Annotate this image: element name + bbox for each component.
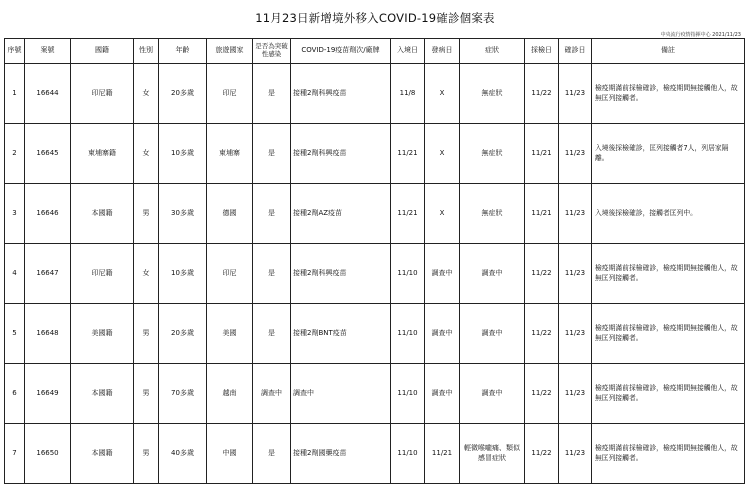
- cell-travel-country: 美國: [207, 304, 253, 364]
- cell-confirm-date: 11/23: [559, 64, 592, 124]
- cell-age: 20多歲: [159, 64, 207, 124]
- cell-nationality: 柬埔寨籍: [71, 124, 134, 184]
- cell-breakthrough: 是: [253, 184, 291, 244]
- source-note: 中央流行疫情指揮中心 2021/11/23: [660, 32, 741, 38]
- cell-case-no: 16645: [25, 124, 71, 184]
- cell-vaccine: 接種2劑國藥疫苗: [291, 424, 391, 484]
- cell-case-no: 16644: [25, 64, 71, 124]
- cell-nationality: 本國籍: [71, 184, 134, 244]
- cell-seq: 6: [5, 364, 25, 424]
- table-header-row: [5, 39, 745, 64]
- cell-seq: 1: [5, 64, 25, 124]
- cell-symptoms: 無症狀: [460, 64, 525, 124]
- cell-seq: 3: [5, 184, 25, 244]
- cell-entry-date: 11/10: [391, 364, 425, 424]
- cell-onset-date: X: [425, 184, 460, 244]
- cell-confirm-date: 11/23: [559, 124, 592, 184]
- cell-age: 70多歲: [159, 364, 207, 424]
- header-confirm-date: 確診日: [559, 39, 592, 64]
- header-sex: 性別: [134, 39, 159, 64]
- cell-remarks: 檢疫期滿前採檢確診，檢疫期間無接觸他人，故無匡列接觸者。: [592, 244, 745, 304]
- case-table: [4, 38, 745, 484]
- cell-case-no: 16650: [25, 424, 71, 484]
- cell-vaccine: 接種2劑科興疫苗: [291, 124, 391, 184]
- table-row: [5, 64, 745, 124]
- cell-travel-country: 越南: [207, 364, 253, 424]
- cell-seq: 2: [5, 124, 25, 184]
- cell-sex: 女: [134, 244, 159, 304]
- cell-age: 20多歲: [159, 304, 207, 364]
- cell-onset-date: X: [425, 64, 460, 124]
- cell-entry-date: 11/21: [391, 184, 425, 244]
- header-nationality: 國籍: [71, 39, 134, 64]
- cell-travel-country: 中國: [207, 424, 253, 484]
- cell-nationality: 美國籍: [71, 304, 134, 364]
- cell-travel-country: 德國: [207, 184, 253, 244]
- cell-breakthrough: 是: [253, 304, 291, 364]
- cell-onset-date: 調查中: [425, 304, 460, 364]
- header-onset-date: 發病日: [425, 39, 460, 64]
- cell-vaccine: 接種2劑科興疫苗: [291, 244, 391, 304]
- cell-vaccine: 調查中: [291, 364, 391, 424]
- cell-travel-country: 柬埔寨: [207, 124, 253, 184]
- cell-case-no: 16647: [25, 244, 71, 304]
- cell-sex: 男: [134, 304, 159, 364]
- cell-travel-country: 印尼: [207, 244, 253, 304]
- header-vaccine: COVID-19疫苗劑次/廠牌: [291, 39, 391, 64]
- cell-test-date: 11/21: [525, 124, 559, 184]
- cell-test-date: 11/22: [525, 364, 559, 424]
- cell-confirm-date: 11/23: [559, 244, 592, 304]
- cell-remarks: 檢疫期滿前採檢確診，檢疫期間無接觸他人，故無匡列接觸者。: [592, 64, 745, 124]
- table-row: [5, 304, 745, 364]
- cell-breakthrough: 是: [253, 424, 291, 484]
- cell-nationality: 本國籍: [71, 364, 134, 424]
- cell-confirm-date: 11/23: [559, 364, 592, 424]
- cell-remarks: 檢疫期滿前採檢確診，檢疫期間無接觸他人，故無匡列接觸者。: [592, 364, 745, 424]
- cell-sex: 女: [134, 124, 159, 184]
- cell-test-date: 11/22: [525, 304, 559, 364]
- table-row: [5, 424, 745, 484]
- header-remarks: 備註: [592, 39, 745, 64]
- cell-symptoms: 輕微喉嚨痛、類似感冒症狀: [460, 424, 525, 484]
- cell-sex: 女: [134, 64, 159, 124]
- cell-entry-date: 11/21: [391, 124, 425, 184]
- cell-remarks: 入境後採檢確診，接觸者匡列中。: [592, 184, 745, 244]
- page-title: 11月23日新增境外移入COVID-19確診個案表: [255, 11, 495, 25]
- cell-seq: 5: [5, 304, 25, 364]
- header-travel-country: 旅遊國家: [207, 39, 253, 64]
- cell-confirm-date: 11/23: [559, 184, 592, 244]
- cell-nationality: 印尼籍: [71, 244, 134, 304]
- cell-symptoms: 調查中: [460, 364, 525, 424]
- cell-entry-date: 11/10: [391, 244, 425, 304]
- table-body: [5, 64, 745, 484]
- cell-symptoms: 調查中: [460, 304, 525, 364]
- header-breakthrough: 是否為突破性感染: [253, 39, 291, 64]
- cell-symptoms: 無症狀: [460, 124, 525, 184]
- cell-vaccine: 接種2劑BNT疫苗: [291, 304, 391, 364]
- cell-symptoms: 無症狀: [460, 184, 525, 244]
- cell-sex: 男: [134, 424, 159, 484]
- cell-seq: 7: [5, 424, 25, 484]
- cell-nationality: 印尼籍: [71, 64, 134, 124]
- header-entry-date: 入境日: [391, 39, 425, 64]
- cell-test-date: 11/22: [525, 244, 559, 304]
- header-symptoms: 症狀: [460, 39, 525, 64]
- cell-case-no: 16649: [25, 364, 71, 424]
- cell-case-no: 16648: [25, 304, 71, 364]
- table-row: [5, 184, 745, 244]
- cell-vaccine: 接種2劑科興疫苗: [291, 64, 391, 124]
- cell-seq: 4: [5, 244, 25, 304]
- header-test-date: 採檢日: [525, 39, 559, 64]
- table-row: [5, 364, 745, 424]
- cell-sex: 男: [134, 364, 159, 424]
- cell-travel-country: 印尼: [207, 64, 253, 124]
- cell-remarks: 入境後採檢確診，匡列接觸者7人，列居家隔離。: [592, 124, 745, 184]
- cell-case-no: 16646: [25, 184, 71, 244]
- cell-age: 40多歲: [159, 424, 207, 484]
- cell-remarks: 檢疫期滿前採檢確診，檢疫期間無接觸他人，故無匡列接觸者。: [592, 304, 745, 364]
- cell-test-date: 11/22: [525, 424, 559, 484]
- cell-confirm-date: 11/23: [559, 424, 592, 484]
- cell-onset-date: 調查中: [425, 244, 460, 304]
- cell-entry-date: 11/10: [391, 424, 425, 484]
- cell-onset-date: X: [425, 124, 460, 184]
- cell-nationality: 本國籍: [71, 424, 134, 484]
- cell-test-date: 11/22: [525, 64, 559, 124]
- cell-entry-date: 11/8: [391, 64, 425, 124]
- cell-age: 30多歲: [159, 184, 207, 244]
- cell-sex: 男: [134, 184, 159, 244]
- cell-age: 10多歲: [159, 244, 207, 304]
- cell-breakthrough: 是: [253, 124, 291, 184]
- cell-test-date: 11/21: [525, 184, 559, 244]
- table-row: [5, 124, 745, 184]
- cell-breakthrough: 調查中: [253, 364, 291, 424]
- header-age: 年齡: [159, 39, 207, 64]
- header-seq: 序號: [5, 39, 25, 64]
- cell-confirm-date: 11/23: [559, 304, 592, 364]
- table-row: [5, 244, 745, 304]
- cell-onset-date: 11/21: [425, 424, 460, 484]
- cell-onset-date: 調查中: [425, 364, 460, 424]
- cell-symptoms: 調查中: [460, 244, 525, 304]
- cell-remarks: 檢疫期滿前採檢確診，檢疫期間無接觸他人，故無匡列接觸者。: [592, 424, 745, 484]
- cell-vaccine: 接種2劑AZ疫苗: [291, 184, 391, 244]
- cell-entry-date: 11/10: [391, 304, 425, 364]
- cell-age: 10多歲: [159, 124, 207, 184]
- header-case-no: 案號: [25, 39, 71, 64]
- cell-breakthrough: 是: [253, 64, 291, 124]
- cell-breakthrough: 是: [253, 244, 291, 304]
